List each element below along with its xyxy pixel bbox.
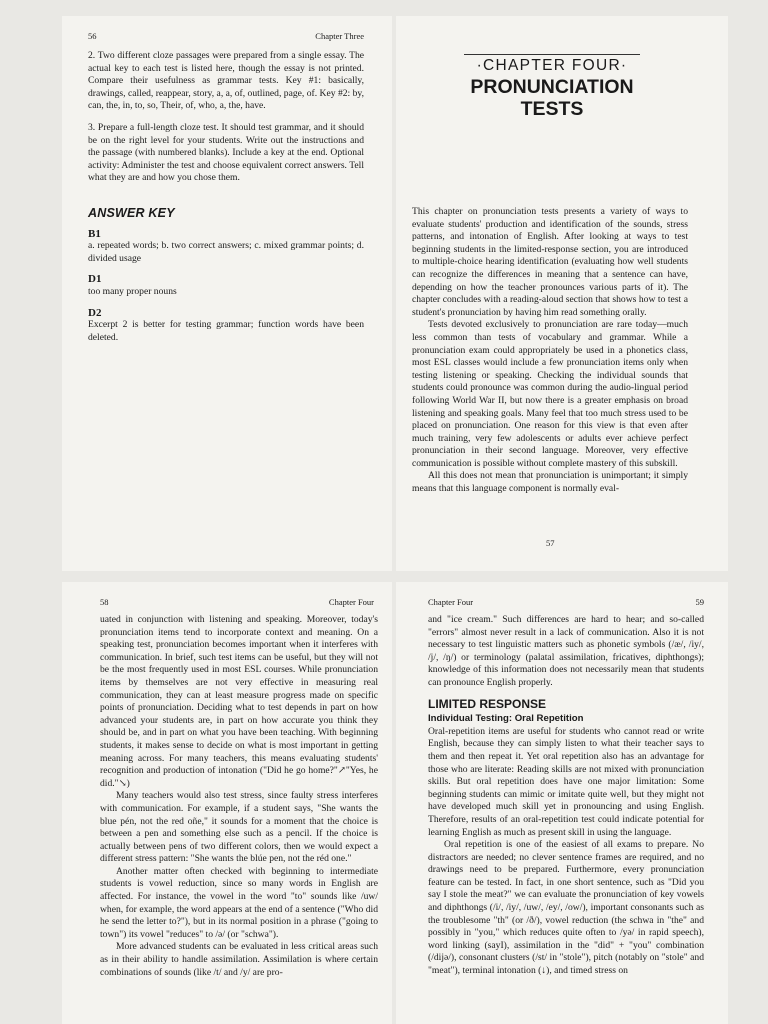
- answer-text-b1: a. repeated words; b. two correct answers; c. mixed grammar points; d. divided usage: [88, 240, 364, 264]
- page-number: 58: [100, 597, 109, 607]
- body-paragraph: All this does not mean that pronunciation is unimportant; it simply means that this language component is normally eval-: [412, 470, 688, 495]
- running-head: Chapter Three: [315, 31, 364, 41]
- page-56-body: [88, 50, 364, 344]
- body-paragraph: uated in conjunction with listening and speaking. Moreover, today's pronunciation items tend to incorporate context and meaning. On a speaking test, pronunciation becomes important when it interferes with communication. In brief, such test items can be useful, but they will not be the most frequently used in most ESL courses. While pronunciation items by themselves are not very effective in measuring real communication, they can at least measure progress made on specific points of pronunciation. Deciding what to test depends in part on how advanced your students are, in part on how accurate you think they should be, and in part on what you have been teaching. With beginning students, it makes sense to decide on what is most important in getting meaning across. For many teachers, this means evaluating students' recognition and production of intonation ("Did he go home?"↗"Yes, he did."↘): [100, 614, 378, 789]
- running-head: Chapter Four: [328, 597, 374, 607]
- subsection-heading: Individual Testing: Oral Repetition: [428, 713, 584, 725]
- exercise-item-3: 3. Prepare a full-length cloze test. It should test grammar, and it should be on the right level for your students. Write out the instructions and the passage (with numbered blanks). Include a key at the end. Optional activity: Administer the test and choose equivalent correct answers. Tell what they are and how you chose them.: [88, 121, 364, 184]
- body-paragraph: Another matter often checked with beginning to intermediate students is vowel reduction, since so many words in English are affected. For instance, the vowel in the word "to" sounds like /uw/ when, for example, the word appears at the end of a sentence ("Who did he send the letter to?"), but in its normal position in a phrase ("going to town") its vowel "reduces" to /ə/ (or "schwa").: [100, 865, 378, 940]
- exercise-item-2: 2. Two different cloze passages were prepared from a single essay. The actual key to each test is listed here, though the essay is not printed. Compare their usefulness as grammar tests. Key #1: basically, drawings, called, reappear, story, a, a, of, outlined, page, of. Key #2: by, can, the, in, to, so, Their, of, who, a, the, have.: [88, 50, 364, 112]
- page-58: [62, 582, 392, 1024]
- answer-label-d2: D2: [88, 306, 102, 319]
- answer-key-heading: ANSWER KEY: [88, 205, 175, 220]
- body-paragraph: Tests devoted exclusively to pronunciation are rare today—much less common than tests of vocabulary and grammar. While a pronunciation exam could appropriately be used in a phonetics class, most ESL classes would include a few pronunciation items only when testing listening or speaking. Checking the individual sounds that students could pronounce was common during the audio-lingual period following World War II, but now there is a greater emphasis on broad listening and speaking goals. Many feel that too much stress used to be placed on pronunciation. One reason for this view is that even after much training, very few adolescents or adults ever achieve perfect pronunciation in their second language. Moreover, very effective communication is possible without complete mastery of this subskill.: [412, 319, 688, 469]
- running-head: Chapter Four: [428, 597, 474, 607]
- body-paragraph: Many teachers would also test stress, since faulty stress interferes with communication. For example, if a student says, "She wants the blue pén, not the red oñe," it sounds for a moment that the choice is between a pen and something else such as a pencil. If the choice is actually between pens of two different colors, then we would expect a different stress pattern: "She wants the blúe pen, not the réd one.": [100, 790, 378, 865]
- page-59-body: [428, 614, 704, 978]
- chapter-title-line-2: TESTS: [520, 98, 584, 120]
- body-paragraph: Oral repetition is one of the easiest of all exams to prepare. No distractors are needed; no clever sentence frames are required, and no drawings need to be prepared. Furthermore, every pronunciation feature can be tested. In fact, in one short sentence, such as "Did you say I stole the meat?" we can evaluate the pronunciation of key vowels and diphthongs (/i/, /iy/, /uw/, /ey/, /ow/), important consonants such as the troublesome "th" (or /ð/), vowel reduction (the schwa in "the" and possibly in "you," which reduces quite often to /yə/ in rapid speech), word linking (sayI), assimilation in the "did" + "you" combination (/dijə/), consonant clusters (/st/ in "stole"), pitch (notably on "stole" and "meat"), terminal intonation (↓), and timed stress on: [428, 839, 704, 977]
- intro-paragraph: This chapter on pronunciation tests presents a variety of ways to evaluate students' production and identification of the sounds, stress patterns, and intonation of English. After looking at ways to test beginning students in the limited-response section, you are introduced to multiple-choice hearing identification (evaluating how well students can recognize the differences in meaning that a sentence can have, depending on how the teacher pronounces various parts of it). The chapter concludes with a reading-aloud section that shows how to test a student's pronunciation by having him read something orally.: [412, 206, 688, 318]
- body-paragraph: Oral-repetition items are useful for students who cannot read or write English, because they can simply listen to what their teacher says to them and then repeat it. Yet oral repetition also has an advantage for those who are literate: Reading skills are not mixed with pronunciation skills. But oral repetition does have one major limitation: Some beginning students can mimic or imitate quite well, but they might not have developed much skill yet in pronouncing and using English. Therefore, results of an oral-repetition test could indicate potential for learning English as much as present skill in using the language.: [428, 725, 704, 838]
- answer-text-d1: too many proper nouns: [88, 285, 177, 297]
- page-58-body: [100, 614, 378, 979]
- page-number: 59: [695, 597, 704, 607]
- answer-text-d2: Excerpt 2 is better for testing grammar; function words have been deleted.: [88, 319, 364, 343]
- chapter-title: [436, 76, 668, 120]
- section-heading: LIMITED RESPONSE: [428, 696, 547, 711]
- page-number: 56: [88, 31, 97, 41]
- page-57-body: [412, 206, 688, 496]
- page-59: [396, 582, 728, 1024]
- body-paragraph: More advanced students can be evaluated in less critical areas such as in their ability to handle assimilation. Assimilation is where certain combinations of sounds (like /t/ and /y/ are pro-: [100, 941, 378, 978]
- page-56: [62, 16, 392, 571]
- answer-label-b1: B1: [88, 227, 101, 240]
- chapter-label: ·CHAPTER FOUR·: [464, 54, 640, 75]
- answer-label-d1: D1: [88, 273, 102, 286]
- body-paragraph: and "ice cream." Such differences are hard to hear; and so-called "errors" almost never result in a lack of communication. Also it is not necessary to test linguistic matters such as phonetic symbols (/æ/, /iy/, /j/, /ŋ/) or terminology (palatal assimilation, fricatives, diphthongs); knowledge of this information does not necessarily mean that students can pronounce English properly.: [428, 614, 704, 688]
- page-number: 57: [546, 538, 555, 548]
- page-57: [396, 16, 728, 571]
- chapter-title-line-1: PRONUNCIATION: [470, 76, 634, 98]
